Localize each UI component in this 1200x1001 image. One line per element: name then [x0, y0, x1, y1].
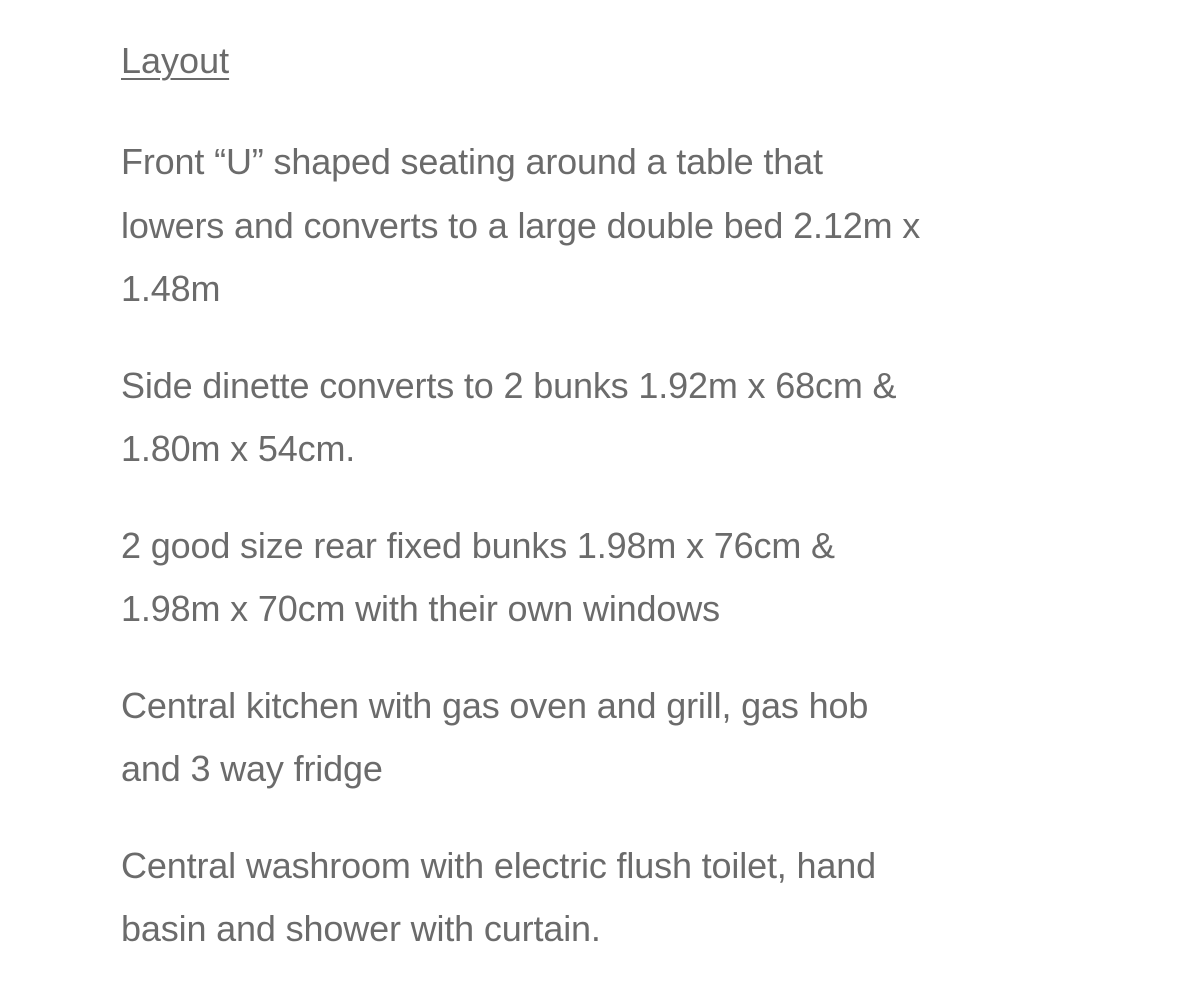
- text-line: 1.80m x 54cm.: [121, 428, 356, 469]
- text-line: 1.48m: [121, 268, 221, 309]
- text-line: and 3 way fridge: [121, 748, 383, 789]
- paragraph-front-seating: [121, 130, 1121, 321]
- text-line: Side dinette converts to 2 bunks 1.92m x 68cm &: [121, 364, 897, 406]
- text-line: 2 good size rear fixed bunks 1.98m x 76cm &: [121, 524, 835, 566]
- text-line: Central washroom with electric flush toilet, hand: [121, 844, 876, 886]
- text-line: lowers and converts to a large double bed 2.12m x: [121, 204, 921, 246]
- text-line: basin and shower with curtain.: [121, 908, 601, 949]
- text-line: Front “U” shaped seating around a table that: [121, 141, 823, 182]
- paragraph-kitchen: [121, 674, 1121, 801]
- text-line: 1.98m x 70cm with their own windows: [121, 588, 720, 629]
- paragraph-washroom: [121, 834, 1121, 961]
- section-heading: Layout: [121, 40, 230, 81]
- layout-section: [121, 36, 1121, 994]
- paragraph-rear-bunks: [121, 514, 1121, 641]
- text-line: Central kitchen with gas oven and grill, gas hob: [121, 684, 869, 726]
- paragraph-side-dinette: [121, 354, 1121, 481]
